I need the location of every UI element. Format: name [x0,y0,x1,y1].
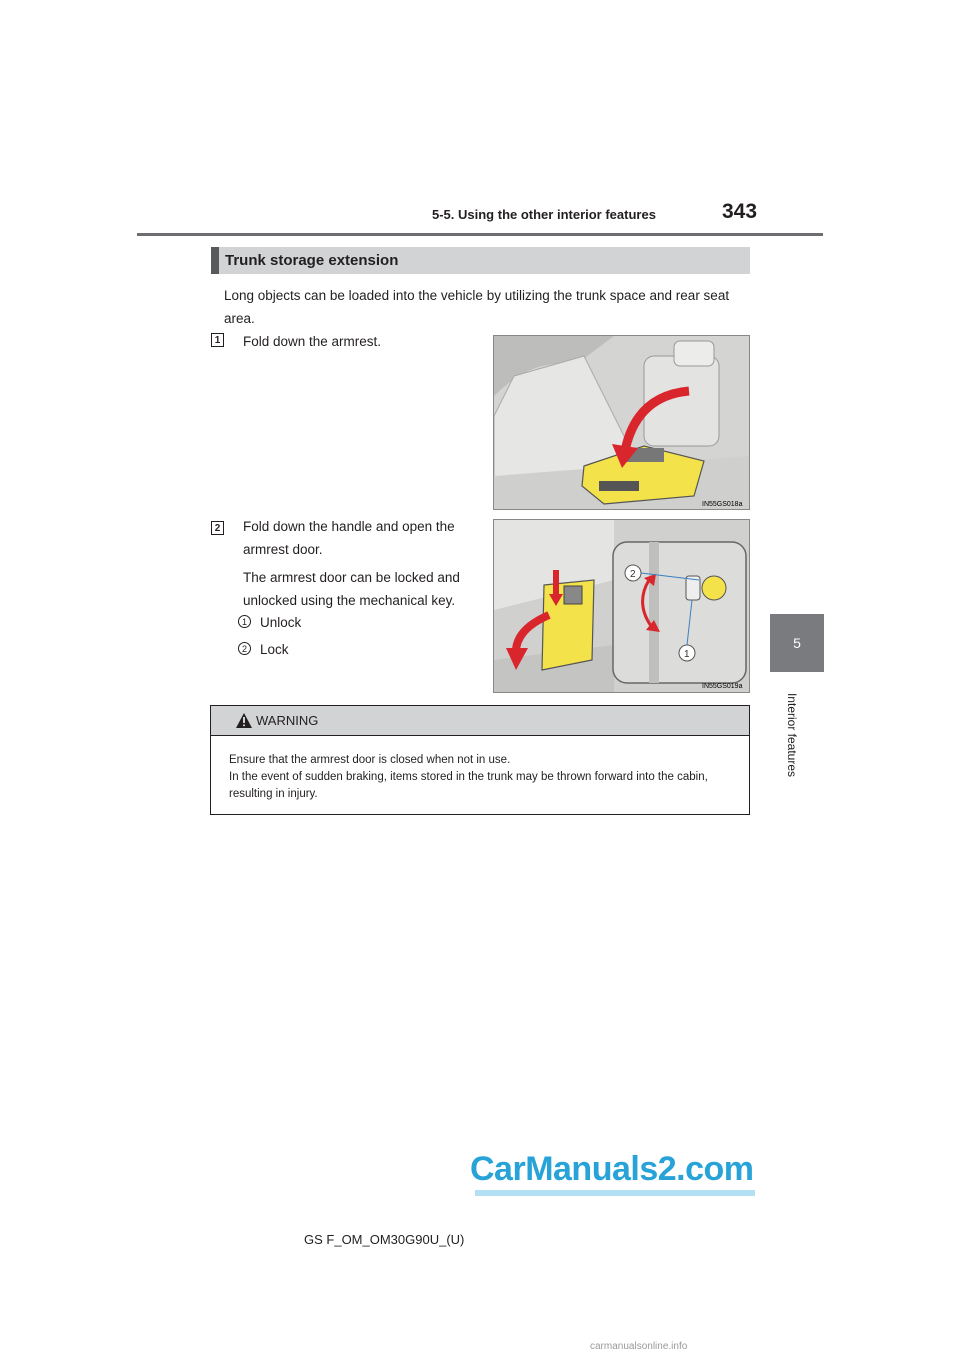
chapter-tab-label: Interior features [785,692,799,778]
item-marker-1: 1 [238,615,251,628]
item-label-lock: Lock [260,642,289,657]
figure-open-armrest-door [493,519,750,693]
armrest-door-illustration [494,520,749,692]
watermark-logo: CarManuals2.com [470,1150,754,1188]
step-number-1: 1 [211,333,224,347]
section-title-bar [211,247,750,274]
item-label-unlock: Unlock [260,615,302,630]
section-title: Trunk storage extension [225,252,399,269]
warning-line-1: Ensure that the armrest door is closed when not in use. [229,754,511,766]
watermark-underline [475,1190,755,1196]
figure-fold-armrest [493,335,750,510]
item-marker-2: 2 [238,642,251,655]
step-number-2: 2 [211,521,224,535]
step-1-text: Fold down the armrest. [243,334,382,349]
watermark-footer-site: carmanualsonline.info [590,1341,688,1352]
running-header-section: 5-5. Using the other interior features [432,207,656,222]
warning-title: WARNING [256,713,319,728]
chapter-number: 5 [793,635,801,651]
page-number: 343 [722,200,758,223]
callout-1: 1 [684,649,690,660]
step-2-note: The armrest door can be locked and unlocked using the mechanical key. [243,570,460,608]
footer-doc-code: GS F_OM_OM30G90U_(U) [304,1232,465,1247]
section-intro: Long objects can be loaded into the vehicle by utilizing the trunk space and rear seat area. [224,288,730,326]
warning-triangle-icon [236,713,252,728]
chapter-tab [770,614,824,672]
figure-code-1: IN55GS018a [702,501,743,508]
warning-line-2: In the event of sudden braking, items stored in the trunk may be thrown forward into the cabin, resulting in injury. [229,771,708,800]
warning-body [229,752,741,803]
figure-code-2: IN55GS019a [702,683,743,690]
armrest-illustration [494,336,749,509]
header-rule [137,233,823,236]
step-2-text: Fold down the handle and open the armrest door. [243,519,455,557]
callout-2: 2 [630,569,636,580]
warning-header [211,706,749,736]
warning-box [210,705,750,815]
